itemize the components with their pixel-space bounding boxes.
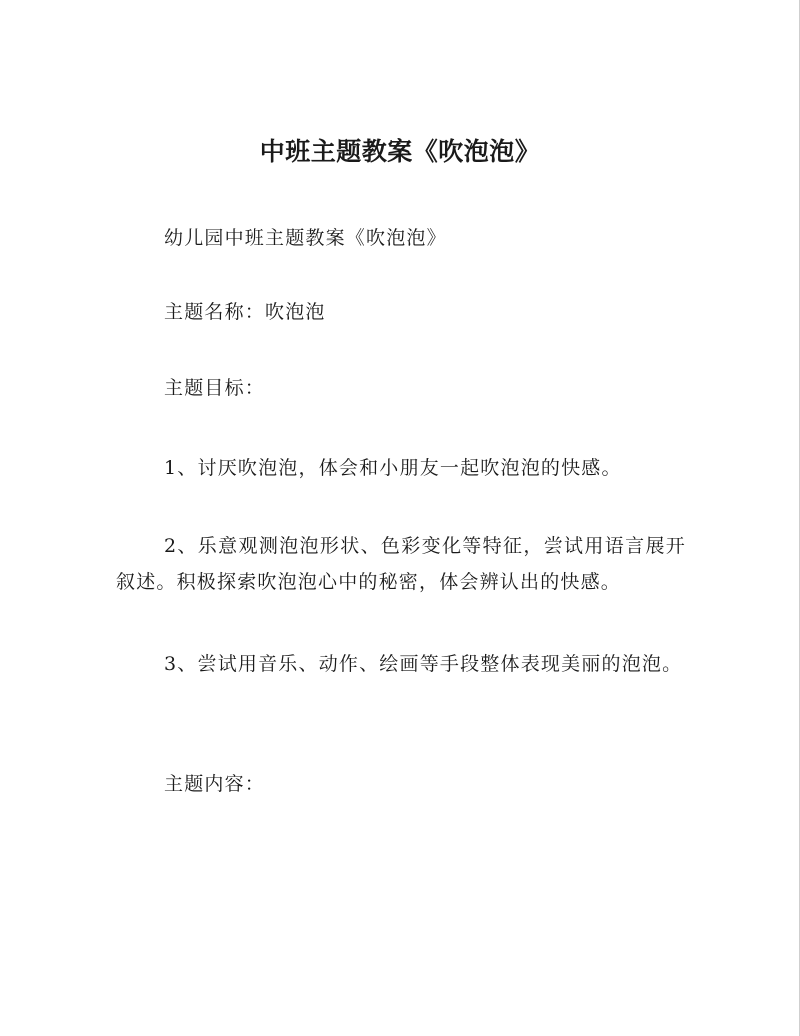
paragraph-subtitle: 幼儿园中班主题教案《吹泡泡》: [164, 227, 447, 249]
paragraph-goal-1: 1、讨厌吹泡泡，体会和小朋友一起吹泡泡的快感。: [164, 457, 622, 479]
paragraph-content-heading: 主题内容：: [164, 773, 266, 795]
paragraph-theme-name: 主题名称：吹泡泡: [164, 301, 326, 323]
document-title: 中班主题教案《吹泡泡》: [259, 137, 541, 166]
paragraph-goal-3: 3、尝试用音乐、动作、绘画等手段整体表现美丽的泡泡。: [164, 653, 683, 675]
paragraph-goal-2: 2、乐意观测泡泡形状、色彩变化等特征，尝试用语言展开叙述。积极探索吹泡泡心中的秘密，体会辨认出的快感。: [116, 535, 686, 593]
paragraph-goals-heading: 主题目标：: [164, 377, 266, 399]
